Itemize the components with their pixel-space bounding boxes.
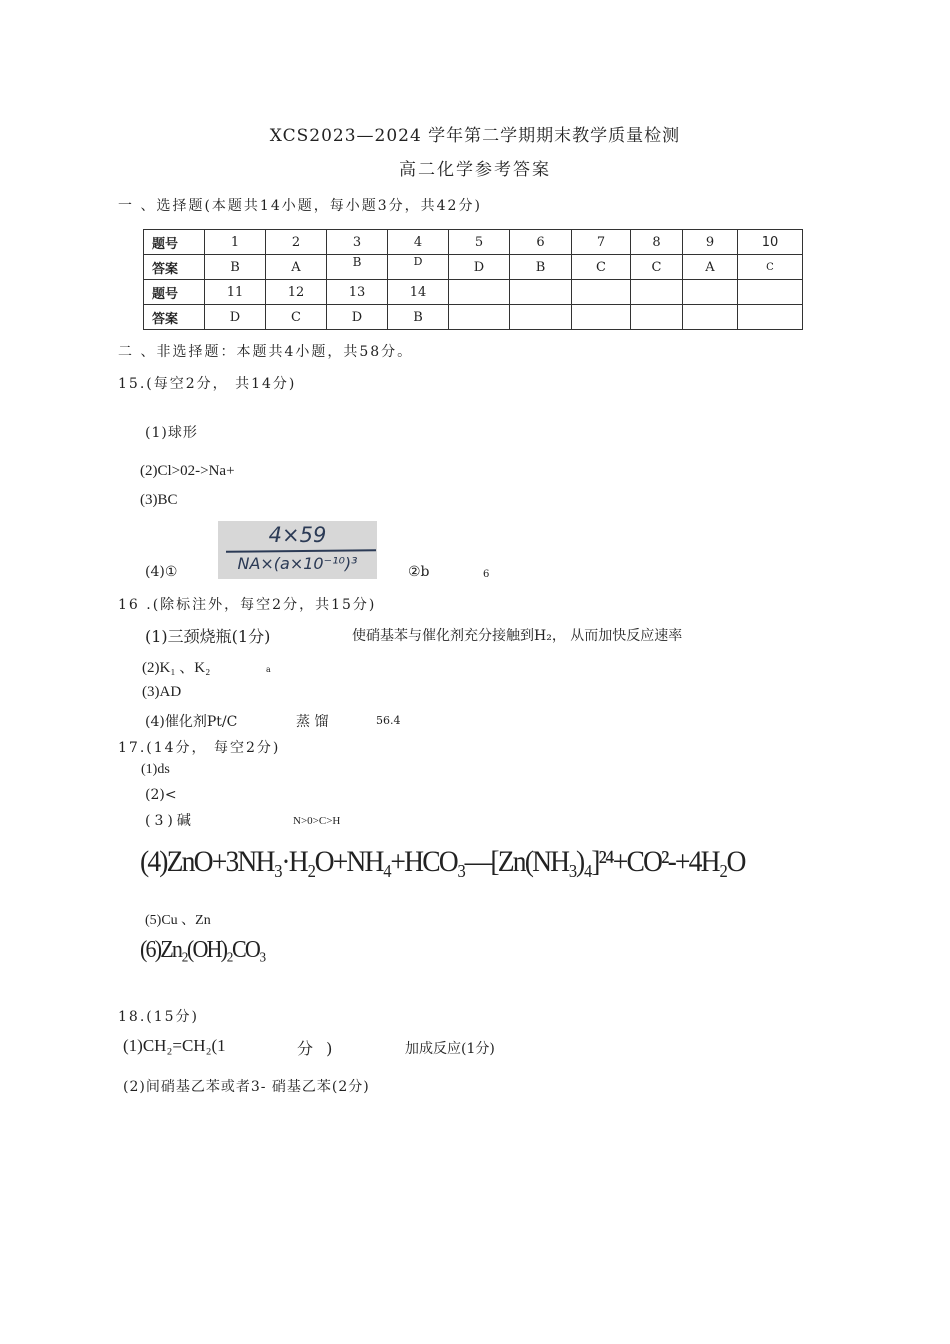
table-cell: 13: [327, 280, 388, 305]
table-row: [144, 305, 803, 330]
table-cell: [738, 280, 803, 305]
table-header-cell: 题号: [144, 230, 205, 255]
table-cell: 5: [449, 230, 510, 255]
table-cell: 14: [388, 280, 449, 305]
table-cell: B: [510, 255, 572, 280]
table-cell: C: [266, 305, 327, 330]
q17-heading: 17.(14分， 每空2分): [118, 740, 281, 756]
table-cell: B: [388, 305, 449, 330]
table-cell: 1: [205, 230, 266, 255]
q16-answer-1: (1)三颈烧瓶(1分): [145, 627, 271, 646]
table-cell: 6: [510, 230, 572, 255]
table-cell: [738, 305, 803, 330]
q18-heading: 18.(15分): [118, 1009, 200, 1025]
stray-mark: 6: [483, 569, 490, 580]
table-cell: 10: [738, 230, 803, 255]
table-cell: B: [205, 255, 266, 280]
section1-heading: 一 、选择题(本题共14小题，每小题3分，共42分): [118, 198, 482, 214]
q18-answer-1-score: 分 ): [297, 1039, 337, 1058]
table-cell: [631, 305, 683, 330]
q15-answer-4-prefix: (4)①: [145, 564, 178, 580]
table-cell: 9: [683, 230, 738, 255]
table-cell: 11: [205, 280, 266, 305]
q16-heading: 16 .(除标注外，每空2分，共15分): [118, 597, 377, 613]
table-cell: 7: [572, 230, 631, 255]
table-row: [144, 280, 803, 305]
q17-answer-3-order: N>0>C>H: [293, 815, 341, 827]
q17-answer-2: (2)<: [145, 787, 177, 803]
table-cell: [510, 280, 572, 305]
table-header-cell: 题号: [144, 280, 205, 305]
fraction-bar: [226, 549, 376, 553]
table-cell: D: [388, 255, 449, 280]
q16-answer-1-reason: 使硝基苯与催化剂充分接触到H₂， 从而加快反应速率: [352, 628, 683, 644]
table-cell: [510, 305, 572, 330]
q17-answer-6-formula: (6)Zn₂(OH)₂CO₃: [140, 937, 265, 963]
document-subtitle: 高二化学参考答案: [399, 160, 551, 180]
stray-mark: a: [266, 665, 271, 674]
table-row: [144, 255, 803, 280]
answer-table: [143, 229, 803, 330]
table-row: [144, 230, 803, 255]
q17-answer-5: (5)Cu 、Zn: [145, 913, 211, 928]
q17-answer-1: (1)ds: [141, 762, 170, 777]
q18-answer-1: (1)CH₂=CH₂(1: [123, 1036, 226, 1055]
section2-heading: 二 、非选择题：本题共4小题，共58分。: [118, 344, 414, 360]
q15-answer-3: (3)BC: [140, 492, 178, 508]
document-title: XCS2023—2024 学年第二学期期末教学质量检测: [269, 126, 681, 146]
table-cell: [572, 305, 631, 330]
q15-answer-1: (1)球形: [145, 425, 198, 441]
table-cell: D: [327, 305, 388, 330]
table-cell: 8: [631, 230, 683, 255]
table-cell: [449, 305, 510, 330]
q16-answer-4-method: 蒸 馏: [296, 714, 329, 730]
table-cell: C: [631, 255, 683, 280]
q16-answer-4: (4)催化剂Pt/C: [145, 714, 238, 730]
table-cell: 12: [266, 280, 327, 305]
table-cell: [631, 280, 683, 305]
q16-answer-2: (2)K₁ 、K₂: [142, 660, 211, 676]
table-cell: 3: [327, 230, 388, 255]
q18-answer-2: (2)间硝基乙苯或者3- 硝基乙苯(2分): [123, 1079, 370, 1095]
table-cell: A: [683, 255, 738, 280]
table-cell: 4: [388, 230, 449, 255]
table-cell: 2: [266, 230, 327, 255]
q18-answer-1-reaction: 加成反应(1分): [405, 1041, 495, 1057]
q15-answer-4-second: ②b: [408, 564, 430, 580]
table-cell: A: [266, 255, 327, 280]
handwritten-formula-image: [218, 521, 377, 579]
table-cell: [572, 280, 631, 305]
q15-heading: 15.(每空2分， 共14分): [118, 376, 297, 392]
table-cell: [683, 305, 738, 330]
q17-answer-4-equation: (4)ZnO+3NH₃·H₂O+NH₄+HCO₃—[Zn(NH₃)₄]²⁴+CO²-+4H₂O: [140, 845, 745, 878]
table-cell: C: [572, 255, 631, 280]
handwritten-denominator: NA×(a×10⁻¹⁰)³: [237, 554, 358, 573]
table-cell: [683, 280, 738, 305]
table-header-cell: 答案: [144, 305, 205, 330]
q16-answer-3: (3)AD: [142, 684, 182, 700]
handwritten-numerator: 4×59: [268, 523, 327, 547]
q15-answer-2: (2)Cl>02->Na+: [140, 463, 235, 479]
table-cell: B: [327, 255, 388, 280]
q17-answer-3: (3)碱: [145, 813, 195, 829]
table-cell: D: [449, 255, 510, 280]
q16-answer-4-value: 56.4: [376, 714, 401, 727]
table-cell: [449, 280, 510, 305]
table-header-cell: 答案: [144, 255, 205, 280]
table-cell: C: [738, 255, 803, 280]
table-cell: D: [205, 305, 266, 330]
